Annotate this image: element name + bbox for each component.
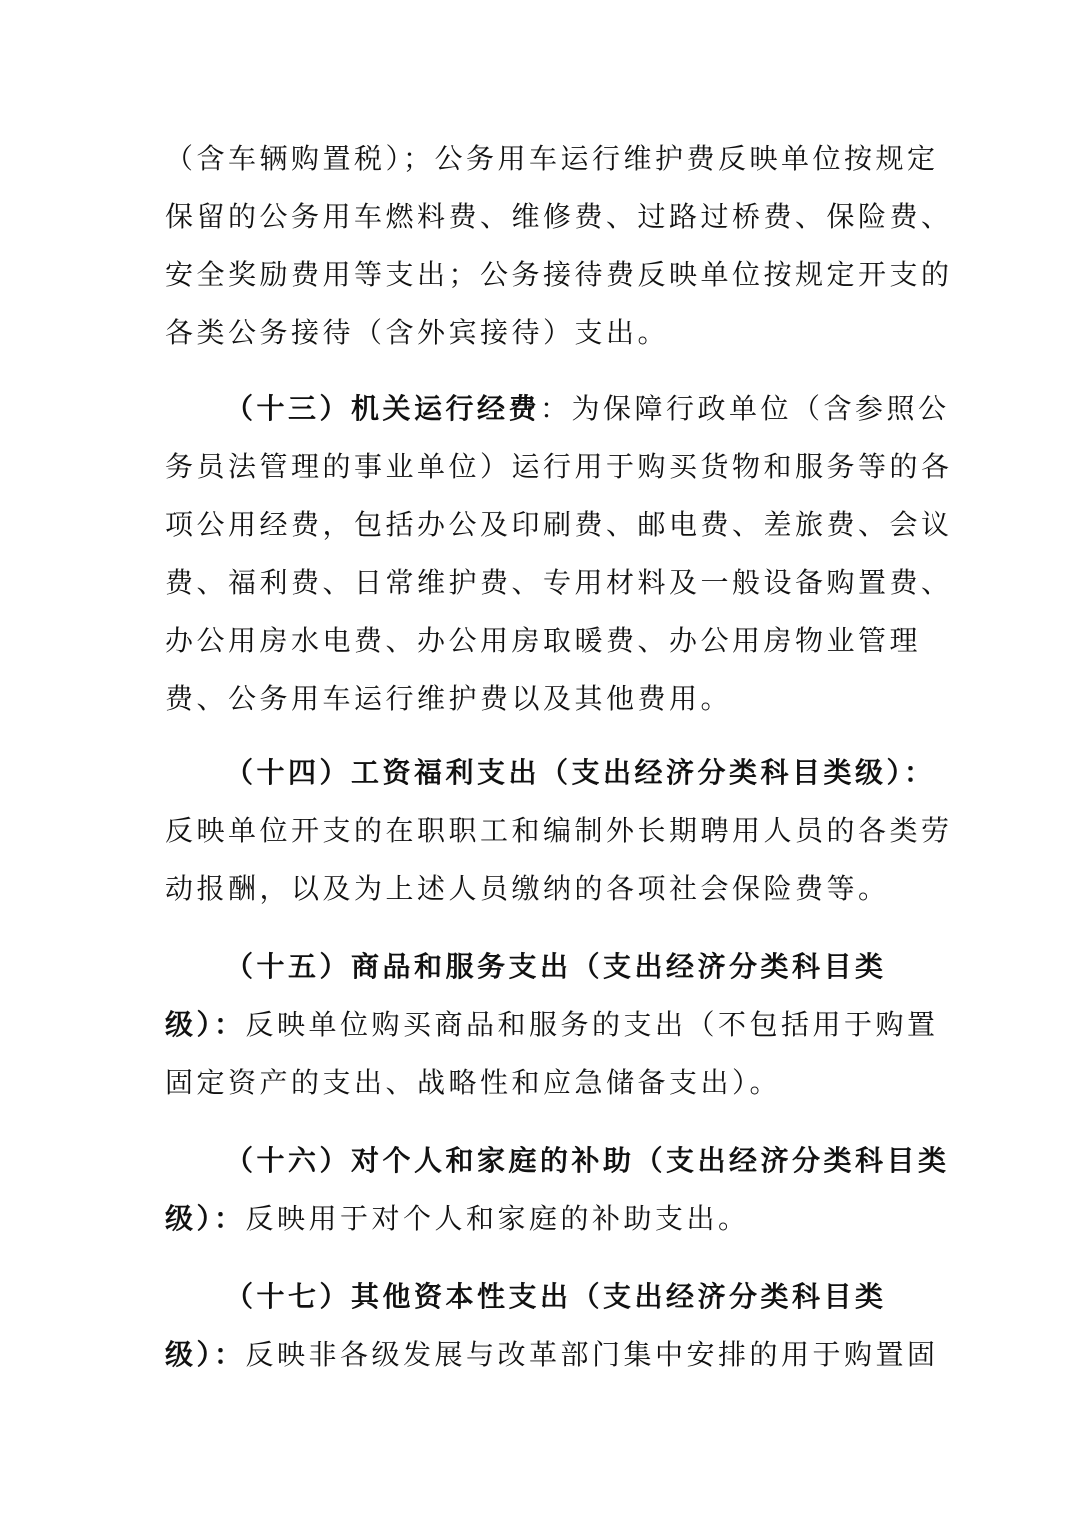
paragraph-text: 反映非各级发展与改革部门集中安排的用于购置固 xyxy=(245,1338,939,1371)
section-heading: （十六）对个人和家庭的补助（支出经济分类科目类 xyxy=(225,1144,950,1177)
text-line: 各类公务接待（含外宾接待）支出。 xyxy=(165,316,670,349)
paragraph-other-capital-expenditure xyxy=(165,1268,939,1384)
text-line: （含车辆购置税）；公务用车运行维护费反映单位按规定 xyxy=(165,142,939,175)
section-heading: （十三）机关运行经费 xyxy=(225,392,541,425)
text-line: 费、福利费、日常维护费、专用材料及一般设备购置费、 xyxy=(165,566,953,599)
section-heading-continued: 级）： xyxy=(165,1338,246,1371)
text-line: 固定资产的支出、战略性和应急储备支出）。 xyxy=(165,1066,782,1099)
text-line: 办公用房水电费、办公用房取暖费、办公用房物业管理 xyxy=(165,624,922,657)
paragraph-household-subsidies xyxy=(165,1132,950,1248)
section-heading: （十七）其他资本性支出（支出经济分类科目类 xyxy=(225,1280,887,1313)
paragraph-office-operating-funds xyxy=(165,380,953,728)
text-line: 动报酬，以及为上述人员缴纳的各项社会保险费等。 xyxy=(165,872,890,905)
paragraph-wages-welfare xyxy=(165,744,953,918)
section-heading: （十四）工资福利支出（支出经济分类科目类级）： xyxy=(225,756,936,789)
paragraph-goods-services xyxy=(165,938,939,1112)
text-line: 务员法管理的事业单位）运行用于购买货物和服务等的各 xyxy=(165,450,953,483)
section-heading-continued: 级）： xyxy=(165,1008,246,1041)
paragraph-second-line xyxy=(165,1190,895,1248)
paragraph-first-line xyxy=(165,380,950,438)
paragraph-text: ：为保障行政单位（含参照公 xyxy=(540,392,950,425)
paragraph-vehicle-expenses xyxy=(165,130,953,362)
text-line: 项公用经费，包括办公及印刷费、邮电费、差旅费、会议 xyxy=(165,508,953,541)
paragraph-text: 反映用于对个人和家庭的补助支出。 xyxy=(245,1202,750,1235)
section-heading-continued: 级）： xyxy=(165,1202,246,1235)
text-line: 费、公务用车运行维护费以及其他费用。 xyxy=(165,682,733,715)
text-line: 保留的公务用车燃料费、维修费、过路过桥费、保险费、 xyxy=(165,200,953,233)
paragraph-second-line xyxy=(165,1326,939,1384)
text-line: 反映单位开支的在职职工和编制外长期聘用人员的各类劳 xyxy=(165,814,953,847)
section-heading: （十五）商品和服务支出（支出经济分类科目类 xyxy=(225,950,887,983)
paragraph-second-line xyxy=(165,996,939,1054)
paragraph-text: 反映单位购买商品和服务的支出（不包括用于购置 xyxy=(245,1008,939,1041)
text-line: 安全奖励费用等支出；公务接待费反映单位按规定开支的 xyxy=(165,258,953,291)
